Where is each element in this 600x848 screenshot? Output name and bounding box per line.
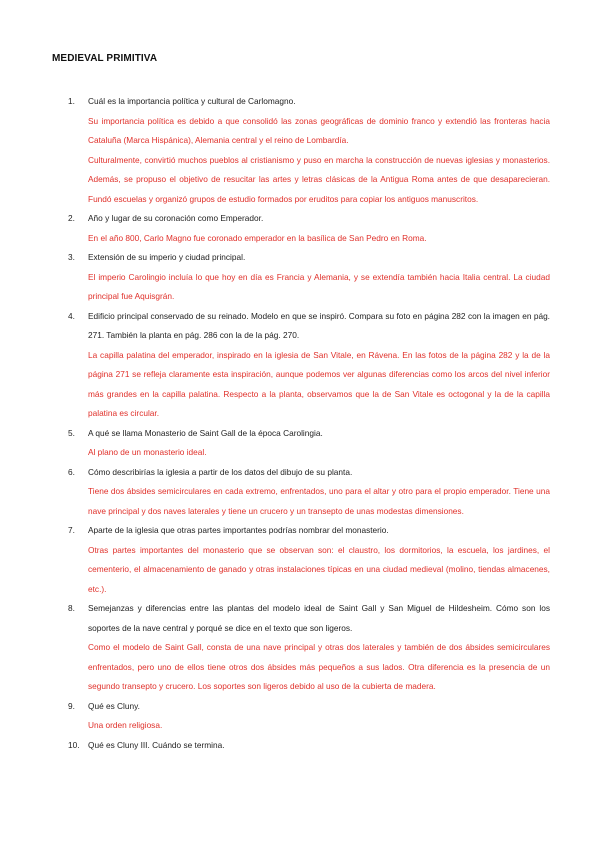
list-item bbox=[68, 307, 550, 424]
item-number: 5. bbox=[68, 427, 75, 438]
list-item bbox=[68, 736, 550, 756]
answer-text: El imperio Carolingio incluía lo que hoy en día es Francia y Alemania, y se extendía también hacia Italia central. La ciudad principal fue Aquisgrán. bbox=[88, 271, 550, 301]
question-text: Semejanzas y diferencias entre las plantas del modelo ideal de Saint Gall y San Miguel de Hildesheim. Cómo son los soportes de la nave central y porqué se dice en el texto que son ligeros. bbox=[88, 603, 550, 633]
list-item bbox=[68, 463, 550, 522]
question-text: Extensión de su imperio y ciudad principal. bbox=[88, 252, 246, 262]
answer-text: Al plano de un monasterio ideal. bbox=[88, 447, 207, 457]
answer-text: En el año 800, Carlo Magno fue coronado emperador en la basílica de San Pedro en Roma. bbox=[88, 232, 427, 243]
answer-text: Culturalmente, convirtió muchos pueblos al cristianismo y puso en marcha la construcción de nuevas iglesias y monasterios. Además, se propuso el objetivo de resucitar las artes y letras clásicas de la Antigua Roma antes de que desaparecieran. Fundó escuelas y organizó grupos de estudio formados por eruditos para copiar los antiguos manuscritos. bbox=[88, 154, 550, 204]
question-text: Cómo describirías la iglesia a partir de los datos del dibujo de su planta. bbox=[88, 466, 353, 477]
question-text: Edificio principal conservado de su reinado. Modelo en que se inspiró. Compara su foto en página 282 con la imagen en pág. 271. También la planta en pág. 286 con la de la pág. 270. bbox=[88, 310, 550, 340]
list-item bbox=[68, 248, 550, 307]
answer-text: Tiene dos ábsides semicirculares en cada extremo, enfrentados, uno para el altar y otro para el propio emperador. Tiene una nave principal y dos naves laterales y tiene un crucero y un transepto de unas modestas dimensiones. bbox=[88, 486, 550, 516]
item-number: 10. bbox=[68, 739, 80, 750]
item-number: 6. bbox=[68, 466, 75, 477]
question-text: Qué es Cluny III. Cuándo se termina. bbox=[88, 739, 225, 750]
answer-text: Su importancia política es debido a que consolidó las zonas geográficas de dominio franco y extendió las fronteras hacia Cataluña (Marca Hispánica), Alemania central y el reino de Lombardía. bbox=[88, 115, 550, 145]
item-number: 7. bbox=[68, 525, 75, 535]
answer-text: La capilla palatina del emperador, inspirado en la iglesia de San Vitale, en Rávena. En las fotos de la página 282 y la de la página 271 se refleja claramente esta inspiración, aunque podemos ver algunas diferencias como los arcos del nivel inferior más grandes en la capilla palatina. Respecto a la planta, observamos que la de San Vitale es octogonal y la de la capilla palatina es circular. bbox=[88, 349, 550, 418]
list-item bbox=[68, 521, 550, 599]
list-item bbox=[68, 697, 550, 736]
question-text: Cuál es la importancia política y cultural de Carlomagno. bbox=[88, 96, 296, 106]
list-item bbox=[68, 92, 550, 209]
question-text: A qué se llama Monasterio de Saint Gall de la época Carolingia. bbox=[88, 427, 323, 438]
question-text: Aparte de la iglesia que otras partes importantes podrías nombrar del monasterio. bbox=[88, 525, 389, 535]
question-text: Año y lugar de su coronación como Emperador. bbox=[88, 213, 264, 223]
item-number: 4. bbox=[68, 310, 75, 321]
answer-text: Otras partes importantes del monasterio que se observan son: el claustro, los dormitorios, la escuela, los jardines, el cementerio, el almacenamiento de ganado y otras instalaciones típicas en una ciudad medieval (molino, tiendas almacenes, etc.). bbox=[88, 544, 550, 594]
item-number: 9. bbox=[68, 700, 75, 711]
list-item bbox=[68, 209, 550, 248]
item-number: 3. bbox=[68, 252, 75, 262]
item-number: 2. bbox=[68, 213, 75, 223]
page-title: MEDIEVAL PRIMITIVA bbox=[52, 53, 158, 64]
list-item bbox=[68, 424, 550, 463]
answer-text: Una orden religiosa. bbox=[88, 720, 163, 730]
item-number: 1. bbox=[68, 96, 75, 106]
list-item bbox=[68, 599, 550, 697]
item-number: 8. bbox=[68, 603, 75, 613]
question-list bbox=[68, 92, 550, 755]
question-text: Qué es Cluny. bbox=[88, 700, 140, 711]
answer-text: Como el modelo de Saint Gall, consta de una nave principal y otras dos laterales y también de dos ábsides semicirculares enfrentados, pero uno de ellos tiene otros dos ábsides más pequeños a sus lados. Otra diferencia es la presencia de un segundo transepto y crucero. Los soportes son ligeros debido al uso de la cubierta de madera. bbox=[88, 642, 550, 691]
